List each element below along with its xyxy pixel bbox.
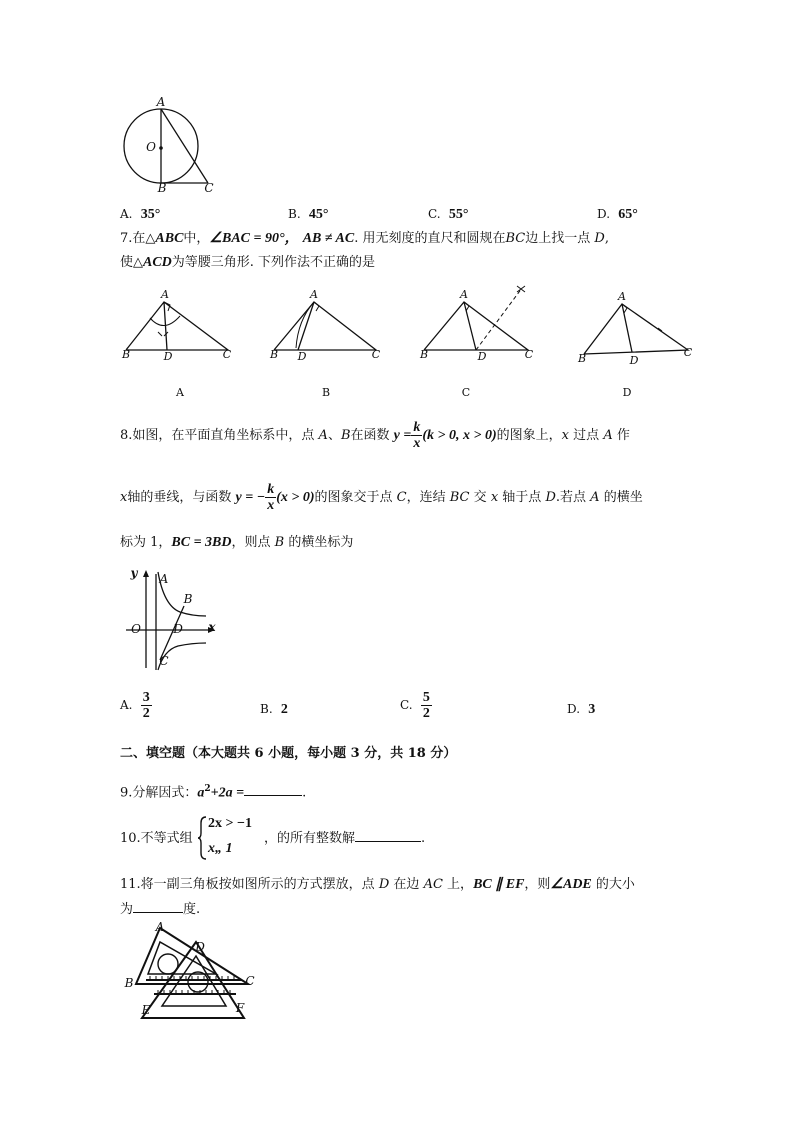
- q6-label-o: O: [146, 140, 156, 154]
- q7-caption-a[interactable]: A: [176, 386, 184, 399]
- q7c-label-c: C: [524, 348, 534, 361]
- q10-row-2: x„ 1: [208, 841, 233, 856]
- q11-label-d: D: [195, 940, 205, 954]
- q7b-label-a: A: [310, 288, 318, 301]
- q7-caption-b[interactable]: B: [321, 386, 331, 399]
- q9-answer-blank[interactable]: [244, 795, 302, 796]
- q6-option-b[interactable]: B. 45°: [288, 207, 329, 222]
- q11-label-c: C: [245, 974, 255, 988]
- q10-prefix: 10.不等式组: [120, 831, 193, 846]
- q7d-label-d: D: [629, 354, 639, 367]
- q7b-label-c: C: [371, 348, 381, 361]
- q8-label-a: A: [159, 572, 169, 586]
- q7c-label-b: B: [419, 348, 429, 361]
- q6-label-b: B: [157, 181, 167, 195]
- q11-answer-blank[interactable]: [133, 912, 183, 913]
- q6-option-d[interactable]: D. 65°: [597, 207, 638, 222]
- q7-line-1: 7.在△ABC中，∠BAC = 90°， AB ≠ AC. 用无刻度的直尺和圆规在BC边上找一点 D,: [120, 231, 609, 246]
- section-title-fill-in: 二、填空题（本大题共 6 小题，每小题 3 分，共 18 分）: [120, 746, 457, 761]
- q8-line-2: x轴的垂线，与函数 y = − $\frac{k}{x}$ (x > 0)的图象交于点 C，连结 BC 交 x 轴于点 D.若点 A 的横坐: [120, 482, 643, 513]
- q10-answer-blank[interactable]: [355, 841, 421, 842]
- q7a-label-c: C: [222, 348, 232, 361]
- q11-label-e: E: [141, 1003, 151, 1017]
- q8-label-d: D: [173, 622, 183, 636]
- q7a-label-d: D: [163, 350, 173, 363]
- q7d-label-a: A: [618, 290, 626, 303]
- q8-line-3: 标为 1，BC = 3BD，则点 B 的横坐标为: [120, 535, 354, 550]
- q6-label-a: A: [156, 95, 166, 109]
- q7-caption-d[interactable]: D: [622, 386, 632, 399]
- q7d-label-b: B: [577, 352, 587, 365]
- q8-option-b[interactable]: B. 2: [260, 702, 288, 717]
- q8-label-x: x: [208, 620, 216, 634]
- q8-line-1: 8.如图，在平面直角坐标系中，点 A、B在函数 y = $\frac{k}{x}$ (k > 0, x > 0)的图象上，x 过点 A 作: [120, 420, 630, 451]
- q10-row-1: 2x > −1: [208, 816, 252, 831]
- q7c-label-d: D: [477, 350, 487, 363]
- q11-label-b: B: [124, 976, 134, 990]
- q11-label-f: F: [235, 1001, 245, 1015]
- q9-line: 9.分解因式：$a^2+2a$ = .: [120, 784, 307, 801]
- q7d-label-c: C: [683, 346, 693, 359]
- q8-option-c[interactable]: C. $\frac{5}{2}$: [400, 690, 430, 721]
- q7a-label-b: B: [121, 348, 131, 361]
- q11-line-2: 为 度.: [120, 902, 201, 917]
- q6-label-c: C: [204, 181, 214, 195]
- q6-option-c[interactable]: C. 55°: [428, 207, 469, 222]
- q7-caption-c[interactable]: C: [461, 386, 471, 399]
- q8-option-a[interactable]: A. $\frac{3}{2}$: [120, 690, 150, 721]
- q8-label-c: C: [159, 654, 169, 668]
- q11-label-a: A: [155, 920, 165, 934]
- q7b-label-d: D: [297, 350, 307, 363]
- segment-ac: [161, 109, 208, 183]
- q7c-label-a: A: [460, 288, 468, 301]
- q7-line-2: 使△ACD为等腰三角形. 下列作法不正确的是: [120, 255, 376, 270]
- q11-line-1: 11.将一副三角板按如图所示的方式摆放，点 D 在边 AC 上，BC ∥ EF，则∠ADE 的大小: [120, 877, 635, 892]
- q8-label-b: B: [183, 592, 193, 606]
- q8-option-d[interactable]: D. 3: [567, 702, 596, 717]
- q8-label-y: y: [130, 566, 138, 580]
- q7a-label-a: A: [161, 288, 169, 301]
- q10-brace: [197, 815, 207, 861]
- q10-suffix: ，的所有整数解 .: [264, 831, 426, 846]
- q7b-label-b: B: [269, 348, 279, 361]
- q8-label-o: O: [131, 622, 141, 636]
- q6-option-a[interactable]: A. 35°: [120, 207, 161, 222]
